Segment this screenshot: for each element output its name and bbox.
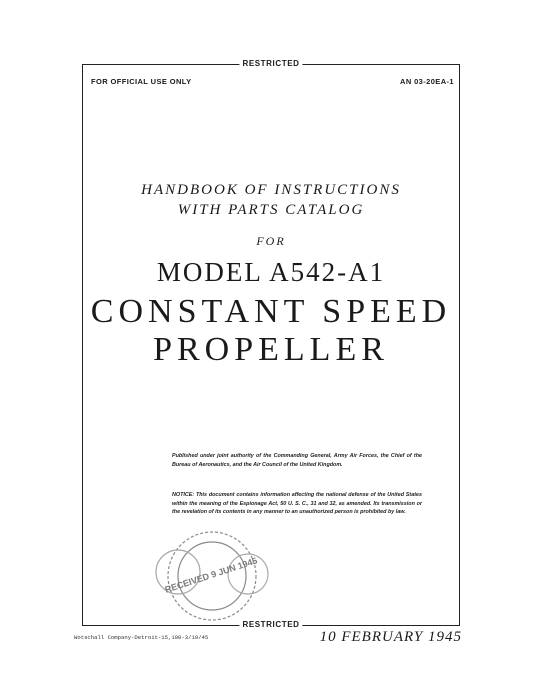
document-number: AN 03-20EA-1 (400, 77, 454, 86)
printer-imprint: Wotschall Company-Detroit-15,100-3/10/45 (74, 634, 209, 641)
official-use-label: FOR OFFICIAL USE ONLY (91, 77, 192, 86)
notice-label: NOTICE: (172, 492, 195, 498)
stamp-text: RECEIVED 9 JUN 1945 (163, 555, 259, 595)
publication-date: 10 FEBRUARY 1945 (319, 629, 462, 645)
model-title: MODEL A542-A1 (156, 257, 386, 287)
title-for: FOR (256, 234, 286, 248)
restricted-marking-bottom: RESTRICTED (239, 620, 302, 629)
authority-paragraph: Published under joint authority of the Commanding General, Army Air Forces, the Chief of the Bureau of Aeronautics, and the Air Council of the United Kingdom. (172, 453, 422, 468)
notice-paragraph (172, 491, 422, 517)
received-stamp (146, 522, 278, 622)
restricted-marking-top: RESTRICTED (239, 59, 302, 68)
notice-text: This document contains information affecting the national defense of the United States within the meaning of the Espionage Act, 50 U. S. C., 31 and 32, as amended. Its transmission or the revelation of its contents in any manner to an unauthorized person is prohibited by law. (172, 492, 422, 516)
title-line-1: HANDBOOK OF INSTRUCTIONS (141, 182, 401, 198)
title-line-2: WITH PARTS CATALOG (177, 202, 365, 218)
subject-title-2: PROPELLER (153, 331, 389, 368)
subject-title-1: CONSTANT SPEED (90, 293, 452, 330)
